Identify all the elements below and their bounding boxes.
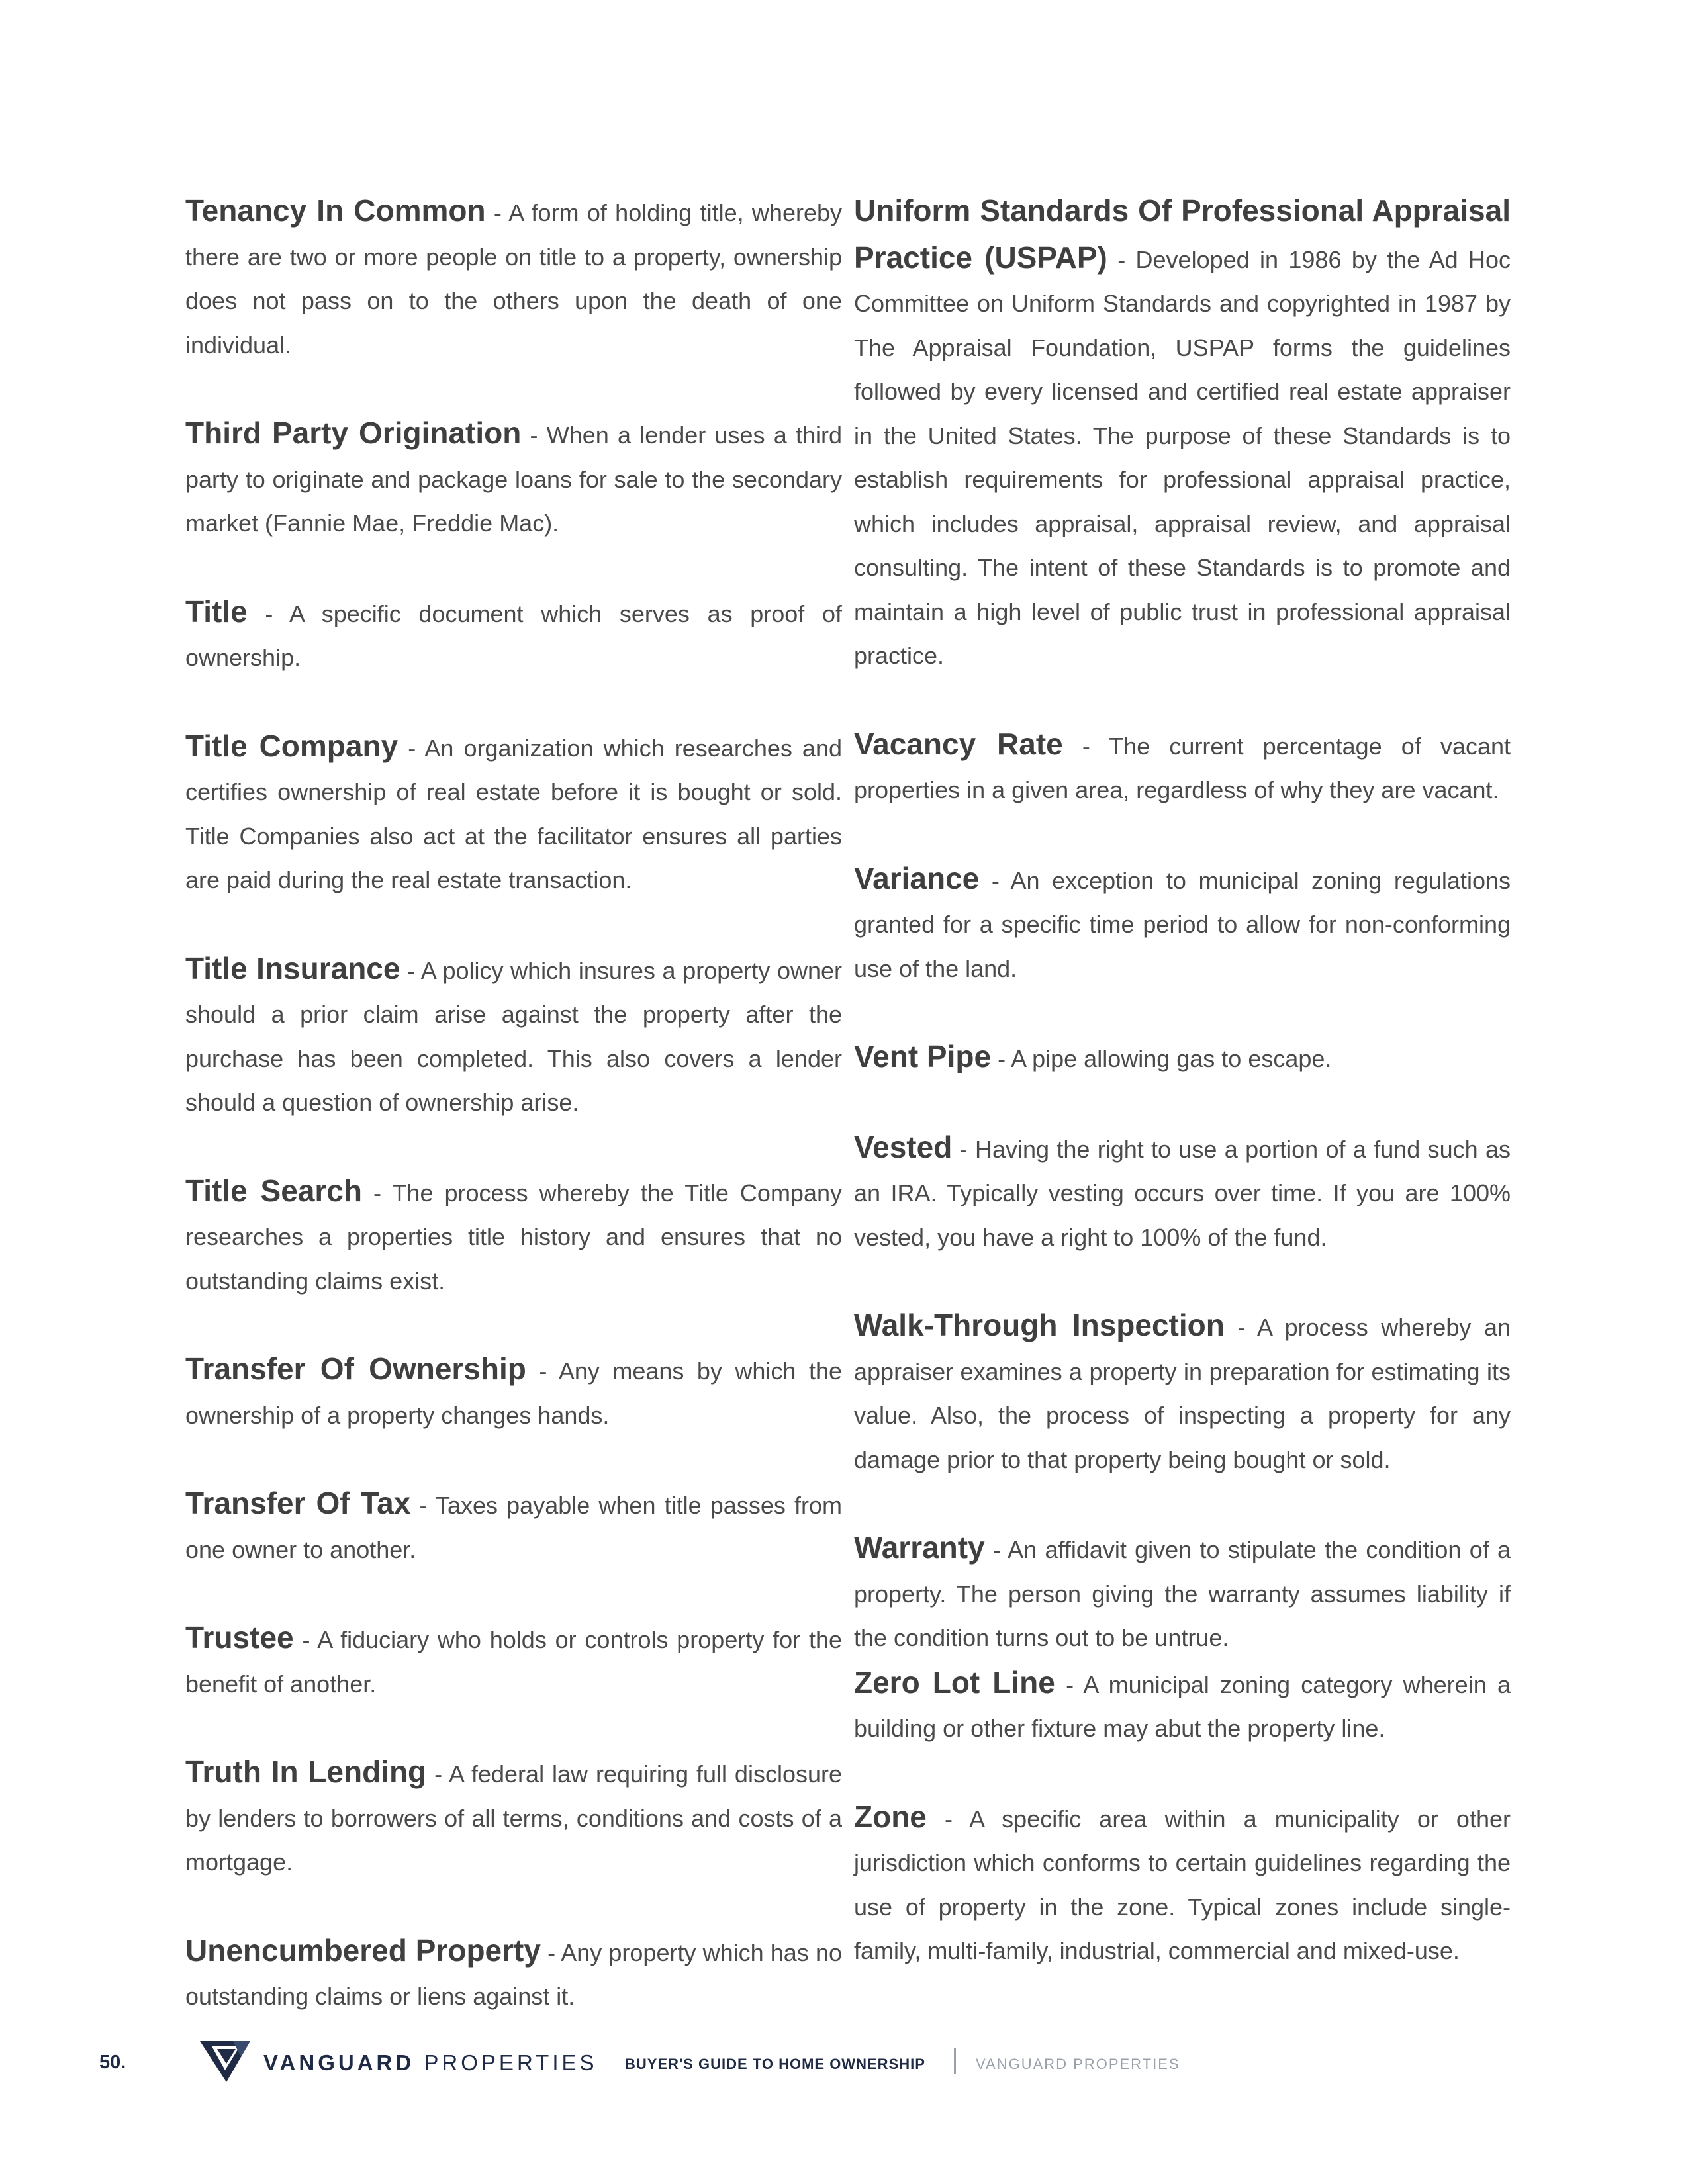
- glossary-term: Variance: [854, 860, 980, 895]
- glossary-term: Transfer Of Ownership: [185, 1351, 526, 1386]
- glossary-entry: [185, 189, 842, 367]
- glossary-entry: [854, 1125, 1511, 1260]
- glossary-term: Walk-Through Inspection: [854, 1308, 1225, 1342]
- glossary-definition: - A pipe allowing gas to escape.: [991, 1045, 1332, 1072]
- glossary-definition: - A specific area within a municipality or other jurisdiction which conforms to certain guidelines regarding the use of property in the zone. Typical zones include single-family, multi-family, industrial, commercial and mixed-use.: [854, 1805, 1511, 1964]
- glossary-definition: - A policy which insures a property owner should a prior claim arise against the property after the purchase has been completed. This also covers a lender should a question of ownership arise.: [185, 956, 843, 1116]
- glossary-entry: [854, 1795, 1511, 1974]
- glossary-definition: - When a lender uses a third party to originate and package loans for sale to the secondary market (Fannie Mae, Freddie Mac).: [185, 422, 842, 537]
- glossary-definition: - The current percentage of vacant properties in a given area, regardless of why they are vacant.: [854, 732, 1511, 803]
- glossary-term: Title Search: [185, 1173, 362, 1208]
- glossary-definition: - An organization which researches and certifies ownership of real estate before it is bought or sold. Title Companies also act at the facilitator ensures all parties are paid during the real estate transaction.: [185, 734, 842, 893]
- glossary-term: Transfer Of Tax: [185, 1486, 411, 1520]
- glossary-term: Third Party Origination: [185, 416, 522, 450]
- glossary-entry: [185, 1169, 842, 1304]
- glossary-definition: - A federal law requiring full disclosure by lenders to borrowers of all terms, conditions and costs of a mortgage.: [185, 1760, 842, 1876]
- glossary-term: Truth In Lending: [185, 1754, 427, 1789]
- guide-title: BUYER'S GUIDE TO HOME OWNERSHIP: [625, 2056, 925, 2072]
- glossary-entry: [185, 724, 842, 903]
- glossary-term: Warranty: [854, 1530, 985, 1565]
- glossary-definition: - Developed in 1986 by the Ad Hoc Committee on Uniform Standards and copyrighted in 1987 by The Appraisal Foundation, USPAP forms the guidelines followed by every licensed and certified real estate appraiser in the United States. The purpose of these Standards is to establish requirements for professional appraisal practice, which includes appraisal, appraisal review, and appraisal consulting. The intent of these Standards is to promote and maintain a high level of public trust in professional appraisal practice.: [854, 246, 1511, 669]
- glossary-term: Vent Pipe: [854, 1039, 992, 1073]
- glossary-entry: [854, 1034, 1511, 1081]
- glossary-entry: [185, 1929, 842, 2019]
- glossary-entry: [854, 1303, 1511, 1482]
- glossary-left-column: [185, 189, 842, 2063]
- glossary-definition: - A specific document which serves as proof of ownership.: [185, 600, 842, 671]
- glossary-entry: [185, 1615, 842, 1706]
- glossary-entry: [185, 1750, 842, 1885]
- glossary-right-column: [854, 189, 1511, 2017]
- glossary-definition: - An affidavit given to stipulate the condition of a property. The person giving the warranty assumes liability if the condition turns out to be untrue.: [854, 1536, 1511, 1651]
- glossary-entry: [854, 722, 1511, 813]
- brand-primary: VANGUARD: [263, 2050, 415, 2075]
- glossary-term: Title Company: [185, 728, 399, 763]
- glossary-definition: - A process whereby an appraiser examines a property in preparation for estimating its value. Also, the process of inspecting a property for any damage prior to that property being bought or sold.: [854, 1314, 1511, 1473]
- glossary-definition: - A form of holding title, whereby there are two or more people on title to a property, ownership does not pass on to the others upon the death of one individual.: [185, 199, 842, 359]
- glossary-definition: - Any means by which the ownership of a property changes hands.: [185, 1357, 842, 1429]
- glossary-term: Tenancy In Common: [185, 193, 486, 228]
- glossary-entry: [185, 411, 842, 546]
- page-number: 50.: [99, 2052, 126, 2073]
- glossary-definition: - Any property which has no outstanding claims or liens against it.: [185, 1938, 842, 2010]
- glossary-definition: - A municipal zoning category wherein a building or other fixture may abut the property line.: [854, 1670, 1511, 1742]
- glossary-term: Vacancy Rate: [854, 726, 1063, 761]
- glossary-entry: [854, 189, 1511, 678]
- glossary-entry: [185, 1481, 842, 1572]
- glossary-term: Trustee: [185, 1620, 294, 1655]
- glossary-entry: [185, 1347, 842, 1437]
- company-name: VANGUARD PROPERTIES: [976, 2056, 1180, 2072]
- glossary-term: Uniform Standards Of Professional Appraisal Practice (USPAP): [854, 193, 1511, 275]
- glossary-term: Zone: [854, 1799, 927, 1834]
- glossary-entry: [854, 856, 1511, 991]
- glossary-entry: [185, 590, 842, 680]
- brand-wordmark: [263, 2050, 598, 2075]
- glossary-term: Vested: [854, 1129, 953, 1164]
- glossary-entry: [854, 1525, 1511, 1661]
- footer-divider: [954, 2048, 956, 2074]
- glossary-definition: - An exception to municipal zoning regulations granted for a specific time period to allow for non-conforming use of the land.: [854, 866, 1511, 982]
- brand-secondary: PROPERTIES: [424, 2050, 598, 2075]
- vanguard-logo-icon: [200, 2040, 250, 2083]
- glossary-entry: [185, 946, 842, 1125]
- glossary-definition: - The process whereby the Title Company researches a properties title history and ensures that no outstanding claims exist.: [185, 1179, 842, 1295]
- glossary-definition: - Taxes payable when title passes from one owner to another.: [185, 1492, 842, 1563]
- glossary-term: Zero Lot Line: [854, 1664, 1055, 1700]
- glossary-term: Title: [185, 594, 248, 629]
- glossary-definition: - Having the right to use a portion of a fund such as an IRA. Typically vesting occurs over time. If you are 100% vested, you have a right to 100% of the fund.: [854, 1135, 1511, 1251]
- glossary-term: Unencumbered Property: [185, 1933, 541, 1968]
- page-footer: [0, 2025, 1688, 2098]
- glossary-term: Title Insurance: [185, 950, 400, 985]
- glossary-definition: - A fiduciary who holds or controls property for the benefit of another.: [185, 1626, 842, 1698]
- glossary-entry: [854, 1661, 1511, 1751]
